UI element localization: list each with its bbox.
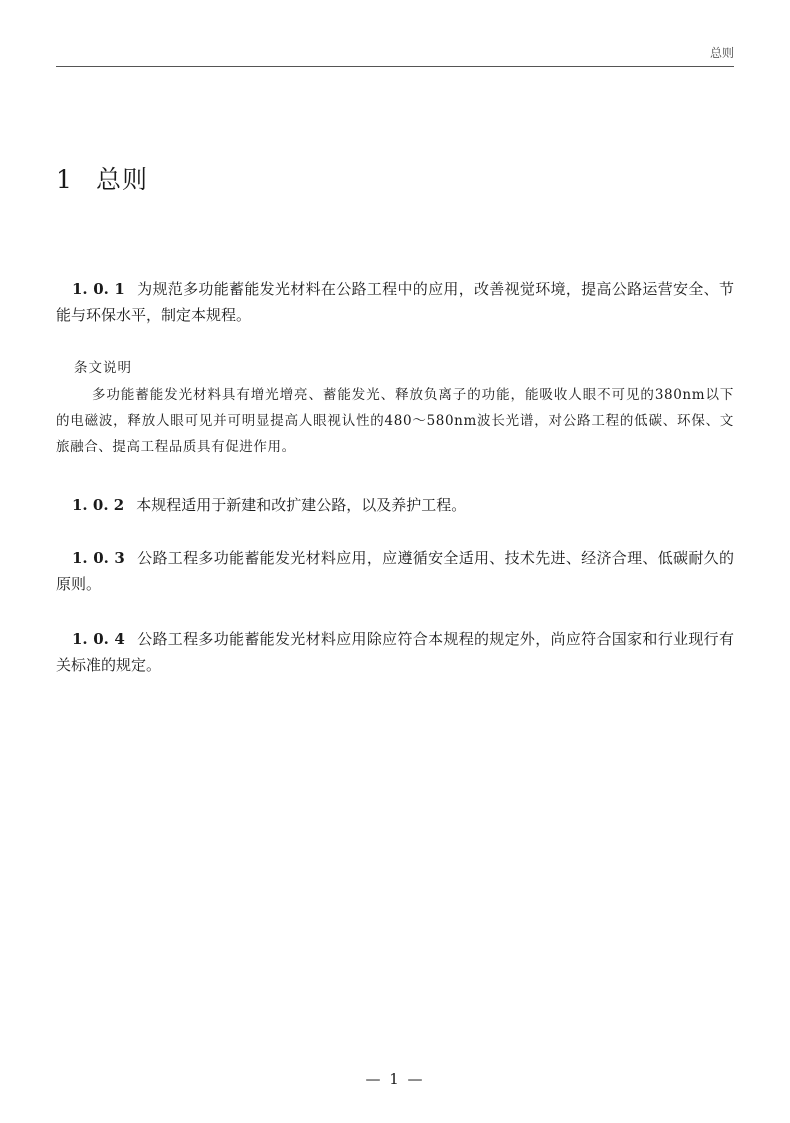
page-number: — 1 — — [365, 1070, 425, 1088]
chapter-title — [56, 160, 148, 196]
clause-number: 1. 0. 2 — [72, 496, 125, 514]
explanation-text: 多功能蓄能发光材料具有增光增亮、蓄能发光、释放负离子的功能，能吸收人眼不可见的380nm以下的电磁波，释放人眼可见并可明显提高人眼视认性的480～580nm波长光谱，对公路工程的低碳、环保、文旅融合、提高工程品质具有促进作用。 — [56, 387, 734, 455]
clause-text: 为规范多功能蓄能发光材料在公路工程中的应用，改善视觉环境，提高公路运营安全、节能与环保水平，制定本规程。 — [56, 280, 734, 324]
clause-number: 1. 0. 4 — [72, 630, 125, 648]
clause-text: 公路工程多功能蓄能发光材料应用除应符合本规程的规定外，尚应符合国家和行业现行有关标准的规定。 — [56, 630, 734, 674]
clause-1-0-3 — [56, 545, 734, 597]
clause-1-0-1 — [56, 276, 734, 328]
clause-text: 公路工程多功能蓄能发光材料应用，应遵循安全适用、技术先进、经济合理、低碳耐久的原则。 — [56, 549, 734, 593]
clause-number: 1. 0. 3 — [72, 549, 125, 567]
clause-1-0-4 — [56, 626, 734, 678]
clause-number: 1. 0. 1 — [72, 280, 125, 298]
clause-text: 本规程适用于新建和改扩建公路，以及养护工程。 — [136, 496, 467, 514]
running-header-title: 总则 — [709, 46, 734, 60]
chapter-title-text: 总则 — [96, 165, 149, 194]
chapter-number: 1 — [56, 165, 73, 194]
explanation-label: 条文说明 — [74, 360, 132, 376]
clause-1-0-2 — [56, 492, 734, 518]
running-header — [56, 40, 734, 67]
